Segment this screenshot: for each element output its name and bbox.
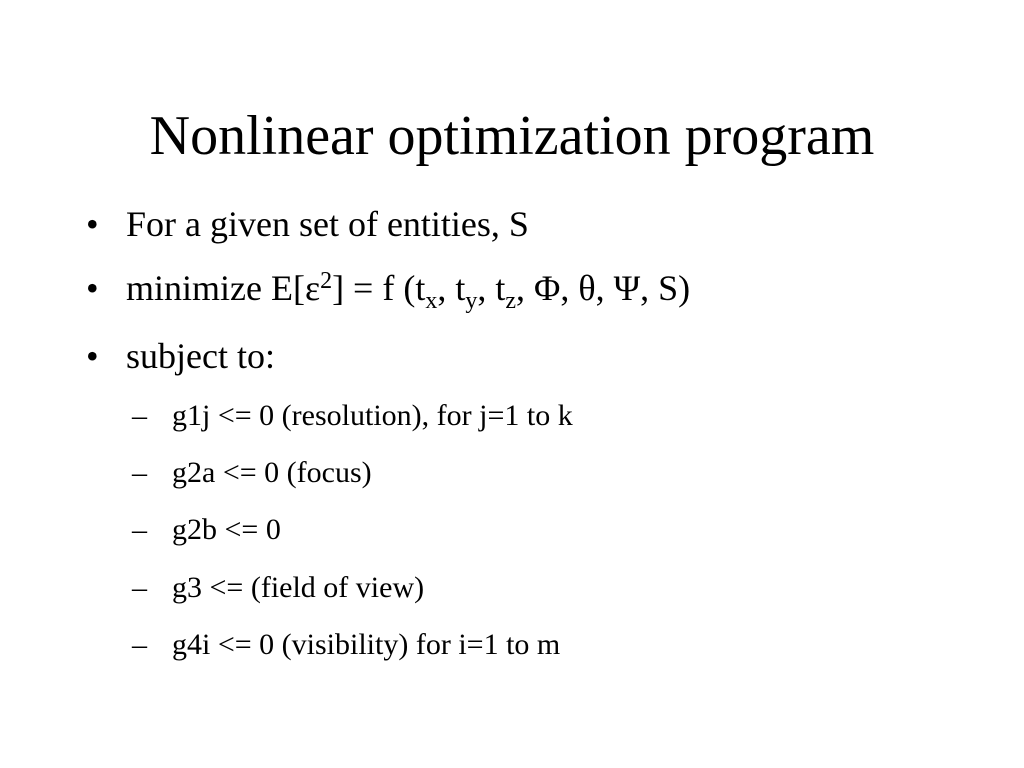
subscript-x: x <box>425 288 438 314</box>
minimize-text-part-2: ] = f (t <box>332 268 426 308</box>
bullet-marker: • <box>86 336 99 376</box>
minimize-text-part-3: , t <box>437 268 466 308</box>
dash-marker: – <box>132 456 147 489</box>
dash-marker: – <box>132 571 147 604</box>
minimize-text-part-5: , Φ, θ, Ψ, S) <box>516 268 691 308</box>
constraint-text: g3 <= (field of view) <box>172 571 425 604</box>
bullet-text: For a given set of entities, S <box>126 204 529 244</box>
minimize-text-part-4: , t <box>477 268 506 308</box>
bullet-entities <box>86 202 529 246</box>
epsilon-exponent: 2 <box>320 268 333 294</box>
constraint-text: g1j <= 0 (resolution), for j=1 to k <box>172 399 573 432</box>
bullet-marker: • <box>86 268 99 308</box>
dash-marker: – <box>132 399 147 432</box>
constraint-text: g4i <= 0 (visibility) for i=1 to m <box>172 628 561 661</box>
dash-marker: – <box>132 628 147 661</box>
subscript-z: z <box>505 288 517 314</box>
constraint-text: g2b <= 0 <box>172 513 281 546</box>
bullet-text: subject to: <box>126 336 275 376</box>
constraint-visibility <box>132 627 560 663</box>
minimize-text-part-1: minimize E[ε <box>126 268 321 308</box>
subscript-y: y <box>465 288 478 314</box>
bullet-minimize <box>86 266 691 314</box>
constraint-field-of-view <box>132 570 424 606</box>
constraint-focus <box>132 455 372 491</box>
constraint-text: g2a <= 0 (focus) <box>172 456 372 489</box>
slide-title: Nonlinear optimization program <box>149 105 875 167</box>
bullet-marker: • <box>86 204 99 244</box>
constraint-g2b <box>132 512 281 548</box>
constraint-resolution <box>132 398 573 434</box>
dash-marker: – <box>132 513 147 546</box>
bullet-subject-to <box>86 334 275 378</box>
